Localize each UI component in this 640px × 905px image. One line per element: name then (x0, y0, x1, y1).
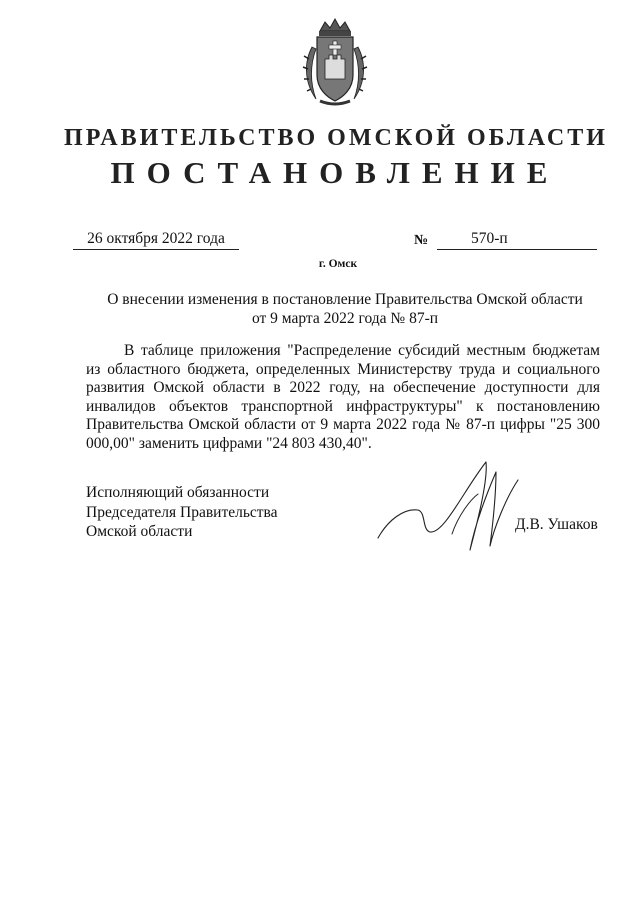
document-type-title: ПОСТАНОВЛЕНИЕ (110, 155, 560, 190)
signer-position-line-1: Исполняющий обязанности (86, 484, 270, 501)
government-title: ПРАВИТЕЛЬСТВО ОМСКОЙ ОБЛАСТИ (64, 125, 608, 151)
document-subject (90, 290, 600, 328)
city-name: г. Омск (318, 258, 358, 270)
body-paragraph: В таблице приложения "Распределение субсидий местным бюджетам из областного бюджета, определенных Министерству труда и социального развития Омской области в 2022 году, на обеспечение доступности для инвалидов объектов транспортной инфраструктуры" к постановлению Правительства Омской области от 9 марта 2022 года № 87-п цифры "25 300 000,00" заменить цифрами "24 803 430,40". (86, 342, 600, 452)
subject-line-2: от 9 марта 2022 года № 87-п (251, 310, 439, 327)
document-date: 26 октября 2022 года (73, 230, 239, 250)
signer-position (86, 483, 306, 542)
signature-icon (374, 450, 524, 565)
coat-of-arms-icon (298, 17, 372, 109)
number-label: № (414, 233, 429, 248)
subject-line-1: О внесении изменения в постановление Правительства Омской области (107, 291, 583, 308)
signer-position-line-3: Омской области (86, 523, 193, 540)
signer-position-line-2: Председателя Правительства (86, 503, 278, 521)
document-number: 570-п (471, 230, 508, 247)
signer-name: Д.В. Ушаков (515, 516, 598, 533)
document-number-field (437, 230, 597, 250)
